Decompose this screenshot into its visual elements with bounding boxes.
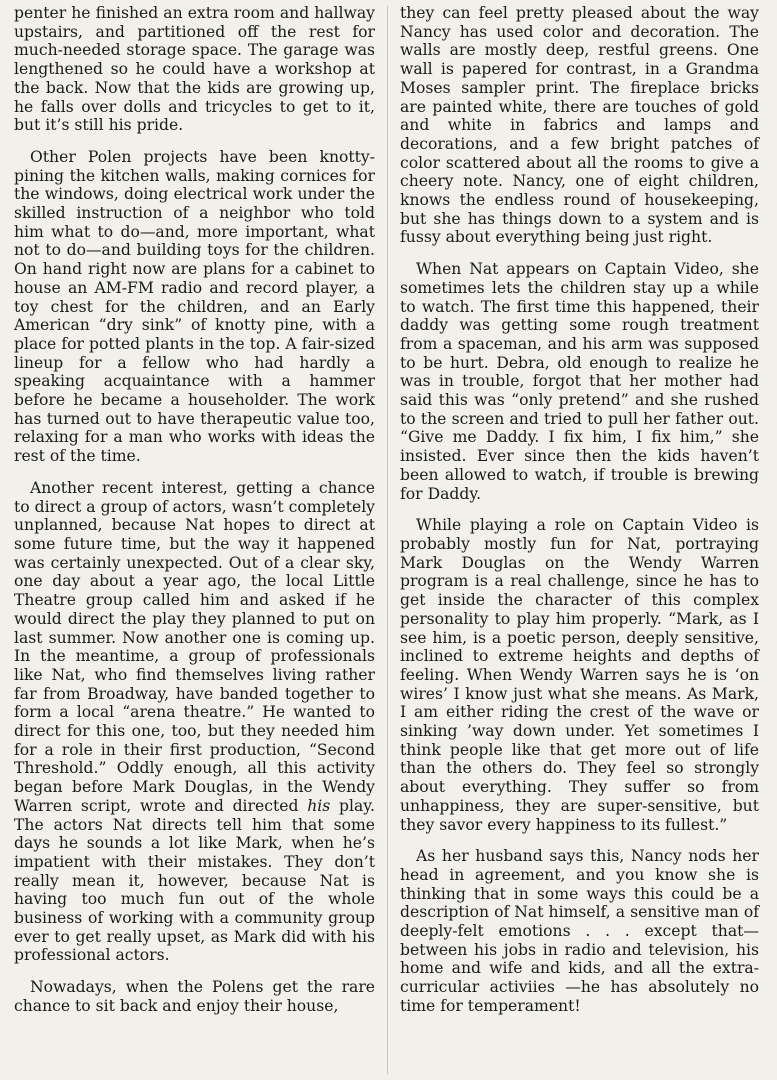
emphasis-his: his — [307, 796, 331, 815]
paragraph-nowadays: Nowadays, when the Polens get the rare chance to sit back and enjoy their house, — [14, 978, 375, 1015]
paragraph-captain-video: When Nat appears on Captain Video, she sometimes lets the children stay up a while to watch. The first time this happened, their daddy was getting some rough treatment from a spaceman, and his arm was supposed to be hurt. Debra, old enough to realize he was in trouble, forgot that her mother had said this was “only pretend” and she rushed to the screen and tried to pull her father out. “Give me Daddy. I fix him, I fix him,” she insisted. Ever since then the kids haven’t been allowed to watch, if trouble is brewing for Daddy. — [400, 260, 759, 503]
paragraph-directing-text-a: Another recent interest, getting a chance to direct a group of actors, wasn’t completely unplanned, because Nat hopes to direct at some future time, but the way it happened was certainly unexpected. Out of a clear sky, one day about a year ago, the local Little Theatre group called him and asked if he would direct the play they planned to put on last summer. Now another one is coming up. In the meantime, a group of professionals like Nat, who find themselves living rather far from Broadway, have banded together to form a local “arena theatre.” He wanted to direct for this one, too, but they needed him for a role in their first production, “Second Threshold.” Oddly enough, all this activity began before Mark Douglas, in the Wendy Warren script, wrote and directed — [14, 478, 375, 815]
paragraph-directing-text-b: play. The actors Nat directs tell him that some days he sounds a lot like Mark, when he’s impatient with their mistakes. They don’t really mean it, however, because Nat is having too much fun out of the whole business of working with a community group ever to get really upset, as Mark did with his professional actors. — [14, 796, 375, 965]
paragraph-conclusion: As her husband says this, Nancy nods her head in agreement, and you know she is thinking that in some ways this could be a description of Nat himself, a sensitive man of deeply-felt emotions . . . except that—between his jobs in radio and television, his home and wife and kids, and all the extra-curricular activiies —he has absolutely no time for temperament! — [400, 847, 759, 1015]
paragraph-polen-projects: Other Polen projects have been knotty-pining the kitchen walls, making cornices for the windows, doing electrical work under the skilled instruction of a neighbor who told him what to do—and, more important, what not to do—and building toys for the children. On hand right now are plans for a cabinet to house an AM-FM radio and record player, a toy chest for the children, and an Early American “dry sink” of knotty pine, with a place for potted plants in the top. A fair-sized lineup for a fellow who had hardly a speaking acquaintance with a hammer before he became a householder. The work has turned out to have therapeutic value too, relaxing for a man who works with ideas the rest of the time. — [14, 147, 375, 466]
left-column — [14, 4, 387, 1080]
paragraph-directing — [14, 479, 375, 965]
paragraph-mark-douglas: While playing a role on Captain Video is probably mostly fun for Nat, portraying Mark Douglas on the Wendy Warren program is a real challenge, since he has to get inside the character of this complex personality to play him properly. “Mark, as I see him, is a poetic person, deeply sensitive, inclined to extreme heights and depths of feeling. When Wendy Warren says he is ‘on wires’ I know just what she means. As Mark, I am either riding the crest of the wave or sinking ’way down under. Yet sometimes I think people like that get more out of life than the others do. They feel so strongly about everything. They suffer so from unhappiness, they are super-sensitive, but they savor every happiness to its fullest.” — [400, 516, 759, 834]
paragraph-decoration: they can feel pretty pleased about the way Nancy has used color and decoration. The walls are mostly deep, restful greens. One wall is papered for contrast, in a Grandma Moses sampler print. The fireplace bricks are painted white, there are touches of gold and white in fabrics and lamps and decorations, and a few bright patches of color scattered about all the rooms to give a cheery note. Nancy, one of eight children, knows the endless round of housekeeping, but she has things down to a system and is fussy about everything being just right. — [400, 4, 759, 247]
right-column — [388, 4, 761, 1080]
paragraph-continuation: penter he finished an extra room and hallway upstairs, and partitioned off the rest for much-needed storage space. The garage was lengthened so he could have a workshop at the back. Now that the kids are growing up, he falls over dolls and tricycles to get to it, but it’s still his pride. — [14, 4, 375, 135]
